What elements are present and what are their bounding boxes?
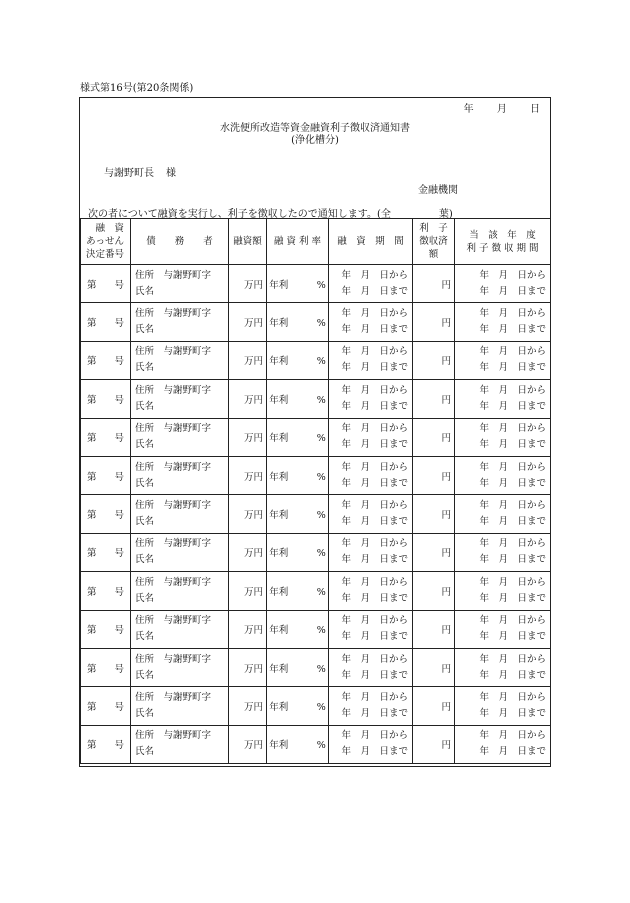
rate-cell <box>267 341 329 379</box>
number-prefix: 第 <box>86 433 97 445</box>
decision-number-cell <box>81 648 131 686</box>
year-period-from: 年 月 日から <box>479 384 546 396</box>
debtor-name: 氏名 <box>135 707 155 719</box>
amount-unit: 万円 <box>243 318 263 330</box>
debtor-address: 住所 与謝野町字 <box>135 653 212 665</box>
debtor-name: 氏名 <box>135 285 155 297</box>
rate-value: 年利 % <box>269 318 326 330</box>
debtor-address: 住所 与謝野町字 <box>135 346 212 358</box>
year-period-from: 年 月 日から <box>479 423 546 435</box>
period-cell <box>329 725 413 763</box>
number-suffix: 号 <box>114 510 125 522</box>
rate-cell <box>267 380 329 418</box>
period-from: 年 月 日から <box>341 308 408 320</box>
number-suffix: 号 <box>114 471 125 483</box>
year-period-to: 年 月 日まで <box>479 285 546 297</box>
debtor-address: 住所 与謝野町字 <box>135 308 212 320</box>
interest-yen: 円 <box>441 279 451 291</box>
year-period-cell <box>455 533 551 571</box>
rate-cell <box>267 265 329 303</box>
interest-yen: 円 <box>441 433 451 445</box>
header-year-period: 当 該 年 度 利 子 徴 収 期 間 <box>455 219 551 265</box>
loan-table <box>80 218 551 764</box>
interest-cell <box>413 341 455 379</box>
date-line: 年 月 日 <box>463 104 540 115</box>
year-period-from: 年 月 日から <box>479 269 546 281</box>
year-period-cell <box>455 687 551 725</box>
decision-number-cell <box>81 303 131 341</box>
number-prefix: 第 <box>86 740 97 752</box>
interest-cell <box>413 495 455 533</box>
year-period-cell <box>455 341 551 379</box>
debtor-address: 住所 与謝野町字 <box>135 500 212 512</box>
period-cell <box>329 380 413 418</box>
debtor-name: 氏名 <box>135 746 155 758</box>
number-suffix: 号 <box>114 318 125 330</box>
year-period-cell <box>455 265 551 303</box>
interest-yen: 円 <box>441 318 451 330</box>
number-suffix: 号 <box>114 279 125 291</box>
year-period-to: 年 月 日まで <box>479 362 546 374</box>
rate-value: 年利 % <box>269 663 326 675</box>
notice-sheet-count: 葉) <box>438 209 453 220</box>
debtor-name: 氏名 <box>135 631 155 643</box>
table-row <box>81 687 551 725</box>
decision-number-cell <box>81 572 131 610</box>
debtor-name: 氏名 <box>135 516 155 528</box>
amount-cell <box>229 456 267 494</box>
debtor-cell <box>131 456 229 494</box>
period-cell <box>329 265 413 303</box>
amount-unit: 万円 <box>243 740 263 752</box>
table-row <box>81 303 551 341</box>
period-to: 年 月 日まで <box>341 669 408 681</box>
debtor-name: 氏名 <box>135 669 155 681</box>
amount-cell <box>229 418 267 456</box>
debtor-address: 住所 与謝野町字 <box>135 691 212 703</box>
rate-value: 年利 % <box>269 510 326 522</box>
amount-cell <box>229 610 267 648</box>
interest-cell <box>413 265 455 303</box>
year-period-from: 年 月 日から <box>479 461 546 473</box>
period-from: 年 月 日から <box>341 538 408 550</box>
decision-number-cell <box>81 495 131 533</box>
period-cell <box>329 341 413 379</box>
number-suffix: 号 <box>114 586 125 598</box>
year-period-from: 年 月 日から <box>479 538 546 550</box>
decision-number-cell <box>81 341 131 379</box>
period-to: 年 月 日まで <box>341 592 408 604</box>
table-row <box>81 572 551 610</box>
table-row <box>81 648 551 686</box>
period-cell <box>329 648 413 686</box>
debtor-name: 氏名 <box>135 477 155 489</box>
header-interest: 利 子 徴収済 額 <box>413 219 455 265</box>
period-from: 年 月 日から <box>341 269 408 281</box>
number-prefix: 第 <box>86 279 97 291</box>
period-cell <box>329 687 413 725</box>
honorific: 様 <box>166 168 176 179</box>
number-suffix: 号 <box>114 625 125 637</box>
interest-yen: 円 <box>441 701 451 713</box>
year-period-cell <box>455 610 551 648</box>
year-period-from: 年 月 日から <box>479 615 546 627</box>
header-debtor: 債 務 者 <box>131 219 229 265</box>
year-period-to: 年 月 日まで <box>479 324 546 336</box>
debtor-cell <box>131 265 229 303</box>
interest-cell <box>413 648 455 686</box>
number-prefix: 第 <box>86 548 97 560</box>
table-row <box>81 610 551 648</box>
year-period-to: 年 月 日まで <box>479 592 546 604</box>
interest-yen: 円 <box>441 394 451 406</box>
decision-number-cell <box>81 380 131 418</box>
amount-cell <box>229 533 267 571</box>
year-period-from: 年 月 日から <box>479 653 546 665</box>
title-sub: (浄化槽分) <box>291 135 339 146</box>
number-prefix: 第 <box>86 625 97 637</box>
year-period-to: 年 月 日まで <box>479 707 546 719</box>
decision-number-cell <box>81 533 131 571</box>
number-prefix: 第 <box>86 701 97 713</box>
rate-value: 年利 % <box>269 586 326 598</box>
decision-number-cell <box>81 610 131 648</box>
table-row <box>81 265 551 303</box>
rate-cell <box>267 456 329 494</box>
rate-value: 年利 % <box>269 740 326 752</box>
debtor-address: 住所 与謝野町字 <box>135 538 212 550</box>
rate-cell <box>267 725 329 763</box>
period-from: 年 月 日から <box>341 461 408 473</box>
interest-yen: 円 <box>441 356 451 368</box>
rate-value: 年利 % <box>269 548 326 560</box>
number-prefix: 第 <box>86 394 97 406</box>
debtor-address: 住所 与謝野町字 <box>135 730 212 742</box>
interest-yen: 円 <box>441 663 451 675</box>
addressee <box>104 164 176 179</box>
interest-cell <box>413 725 455 763</box>
year-period-cell <box>455 456 551 494</box>
debtor-name: 氏名 <box>135 592 155 604</box>
table-row <box>81 418 551 456</box>
decision-number-cell <box>81 725 131 763</box>
period-cell <box>329 572 413 610</box>
table-row <box>81 341 551 379</box>
amount-unit: 万円 <box>243 471 263 483</box>
period-from: 年 月 日から <box>341 576 408 588</box>
amount-cell <box>229 687 267 725</box>
amount-cell <box>229 572 267 610</box>
number-suffix: 号 <box>114 548 125 560</box>
year-period-from: 年 月 日から <box>479 308 546 320</box>
year-period-to: 年 月 日まで <box>479 746 546 758</box>
amount-cell <box>229 725 267 763</box>
period-to: 年 月 日まで <box>341 285 408 297</box>
interest-yen: 円 <box>441 625 451 637</box>
decision-number-cell <box>81 687 131 725</box>
interest-cell <box>413 572 455 610</box>
year-period-cell <box>455 648 551 686</box>
header-amount: 融資額 <box>229 219 267 265</box>
interest-cell <box>413 456 455 494</box>
period-cell <box>329 418 413 456</box>
interest-yen: 円 <box>441 471 451 483</box>
year-period-cell <box>455 725 551 763</box>
amount-unit: 万円 <box>243 663 263 675</box>
debtor-cell <box>131 418 229 456</box>
debtor-cell <box>131 687 229 725</box>
period-cell <box>329 303 413 341</box>
table-header-row <box>81 219 551 265</box>
rate-cell <box>267 687 329 725</box>
interest-cell <box>413 380 455 418</box>
amount-unit: 万円 <box>243 548 263 560</box>
period-to: 年 月 日まで <box>341 631 408 643</box>
notice-body: 次の者について融資を実行し、利子を徴収したので通知します。(全 <box>88 209 391 220</box>
period-to: 年 月 日まで <box>341 516 408 528</box>
interest-yen: 円 <box>441 510 451 522</box>
period-to: 年 月 日まで <box>341 554 408 566</box>
debtor-cell <box>131 572 229 610</box>
debtor-address: 住所 与謝野町字 <box>135 576 212 588</box>
amount-cell <box>229 341 267 379</box>
debtor-cell <box>131 648 229 686</box>
interest-cell <box>413 533 455 571</box>
table-row <box>81 495 551 533</box>
title-main: 水洗便所改造等資金融資利子徴収済通知書 <box>220 123 410 134</box>
number-prefix: 第 <box>86 510 97 522</box>
period-from: 年 月 日から <box>341 730 408 742</box>
amount-unit: 万円 <box>243 433 263 445</box>
period-to: 年 月 日まで <box>341 477 408 489</box>
year-period-to: 年 月 日まで <box>479 554 546 566</box>
number-prefix: 第 <box>86 318 97 330</box>
debtor-name: 氏名 <box>135 324 155 336</box>
debtor-name: 氏名 <box>135 439 155 451</box>
amount-unit: 万円 <box>243 510 263 522</box>
year-period-to: 年 月 日まで <box>479 516 546 528</box>
year-period-from: 年 月 日から <box>479 691 546 703</box>
period-cell <box>329 533 413 571</box>
debtor-address: 住所 与謝野町字 <box>135 461 212 473</box>
amount-unit: 万円 <box>243 625 263 637</box>
year-period-from: 年 月 日から <box>479 576 546 588</box>
debtor-name: 氏名 <box>135 400 155 412</box>
rate-value: 年利 % <box>269 279 326 291</box>
period-from: 年 月 日から <box>341 384 408 396</box>
period-cell <box>329 610 413 648</box>
amount-cell <box>229 495 267 533</box>
rate-value: 年利 % <box>269 394 326 406</box>
period-cell <box>329 456 413 494</box>
year-period-to: 年 月 日まで <box>479 477 546 489</box>
debtor-cell <box>131 610 229 648</box>
addressee-name: 与謝野町長 <box>104 168 154 179</box>
amount-unit: 万円 <box>243 394 263 406</box>
decision-number-cell <box>81 456 131 494</box>
interest-cell <box>413 687 455 725</box>
year-period-from: 年 月 日から <box>479 500 546 512</box>
number-prefix: 第 <box>86 586 97 598</box>
number-suffix: 号 <box>114 433 125 445</box>
year-period-to: 年 月 日まで <box>479 400 546 412</box>
year-period-to: 年 月 日まで <box>479 669 546 681</box>
interest-cell <box>413 610 455 648</box>
debtor-address: 住所 与謝野町字 <box>135 384 212 396</box>
debtor-cell <box>131 341 229 379</box>
period-from: 年 月 日から <box>341 346 408 358</box>
debtor-name: 氏名 <box>135 362 155 374</box>
period-to: 年 月 日まで <box>341 746 408 758</box>
table-row <box>81 456 551 494</box>
period-to: 年 月 日まで <box>341 439 408 451</box>
period-to: 年 月 日まで <box>341 707 408 719</box>
year-period-to: 年 月 日まで <box>479 631 546 643</box>
financial-institution: 金融機関 <box>418 185 458 196</box>
debtor-name: 氏名 <box>135 554 155 566</box>
rate-value: 年利 % <box>269 356 326 368</box>
table-row <box>81 533 551 571</box>
period-to: 年 月 日まで <box>341 362 408 374</box>
decision-number-cell <box>81 418 131 456</box>
period-from: 年 月 日から <box>341 691 408 703</box>
notice-form <box>79 97 551 767</box>
amount-unit: 万円 <box>243 586 263 598</box>
rate-cell <box>267 648 329 686</box>
rate-cell <box>267 303 329 341</box>
number-suffix: 号 <box>114 394 125 406</box>
decision-number-cell <box>81 265 131 303</box>
rate-cell <box>267 610 329 648</box>
period-from: 年 月 日から <box>341 615 408 627</box>
year-period-cell <box>455 495 551 533</box>
period-from: 年 月 日から <box>341 653 408 665</box>
debtor-cell <box>131 380 229 418</box>
period-from: 年 月 日から <box>341 500 408 512</box>
rate-cell <box>267 495 329 533</box>
amount-cell <box>229 303 267 341</box>
year-period-to: 年 月 日まで <box>479 439 546 451</box>
period-from: 年 月 日から <box>341 423 408 435</box>
year-period-cell <box>455 572 551 610</box>
period-cell <box>329 495 413 533</box>
debtor-cell <box>131 495 229 533</box>
debtor-cell <box>131 303 229 341</box>
table-row <box>81 380 551 418</box>
rate-cell <box>267 533 329 571</box>
year-period-cell <box>455 418 551 456</box>
number-prefix: 第 <box>86 356 97 368</box>
debtor-address: 住所 与謝野町字 <box>135 423 212 435</box>
debtor-address: 住所 与謝野町字 <box>135 615 212 627</box>
debtor-address: 住所 与謝野町字 <box>135 269 212 281</box>
document-title <box>80 123 550 147</box>
form-number: 様式第16号(第20条関係) <box>80 83 194 94</box>
interest-cell <box>413 303 455 341</box>
header-decision-number: 融 資 あっせん 決定番号 <box>81 219 131 265</box>
year-period-cell <box>455 303 551 341</box>
period-to: 年 月 日まで <box>341 324 408 336</box>
number-prefix: 第 <box>86 471 97 483</box>
number-suffix: 号 <box>114 740 125 752</box>
amount-cell <box>229 648 267 686</box>
number-suffix: 号 <box>114 701 125 713</box>
amount-cell <box>229 380 267 418</box>
number-suffix: 号 <box>114 356 125 368</box>
debtor-cell <box>131 725 229 763</box>
year-period-cell <box>455 380 551 418</box>
amount-unit: 万円 <box>243 701 263 713</box>
header-period: 融 資 期 間 <box>329 219 413 265</box>
amount-unit: 万円 <box>243 356 263 368</box>
year-period-from: 年 月 日から <box>479 346 546 358</box>
period-to: 年 月 日まで <box>341 400 408 412</box>
amount-cell <box>229 265 267 303</box>
rate-value: 年利 % <box>269 433 326 445</box>
amount-unit: 万円 <box>243 279 263 291</box>
rate-value: 年利 % <box>269 625 326 637</box>
rate-cell <box>267 572 329 610</box>
year-period-from: 年 月 日から <box>479 730 546 742</box>
interest-yen: 円 <box>441 586 451 598</box>
header-rate: 融 資 利 率 <box>267 219 329 265</box>
rate-cell <box>267 418 329 456</box>
rate-value: 年利 % <box>269 701 326 713</box>
interest-yen: 円 <box>441 740 451 752</box>
rate-value: 年利 % <box>269 471 326 483</box>
number-suffix: 号 <box>114 663 125 675</box>
table-row <box>81 725 551 763</box>
interest-cell <box>413 418 455 456</box>
interest-yen: 円 <box>441 548 451 560</box>
debtor-cell <box>131 533 229 571</box>
number-prefix: 第 <box>86 663 97 675</box>
